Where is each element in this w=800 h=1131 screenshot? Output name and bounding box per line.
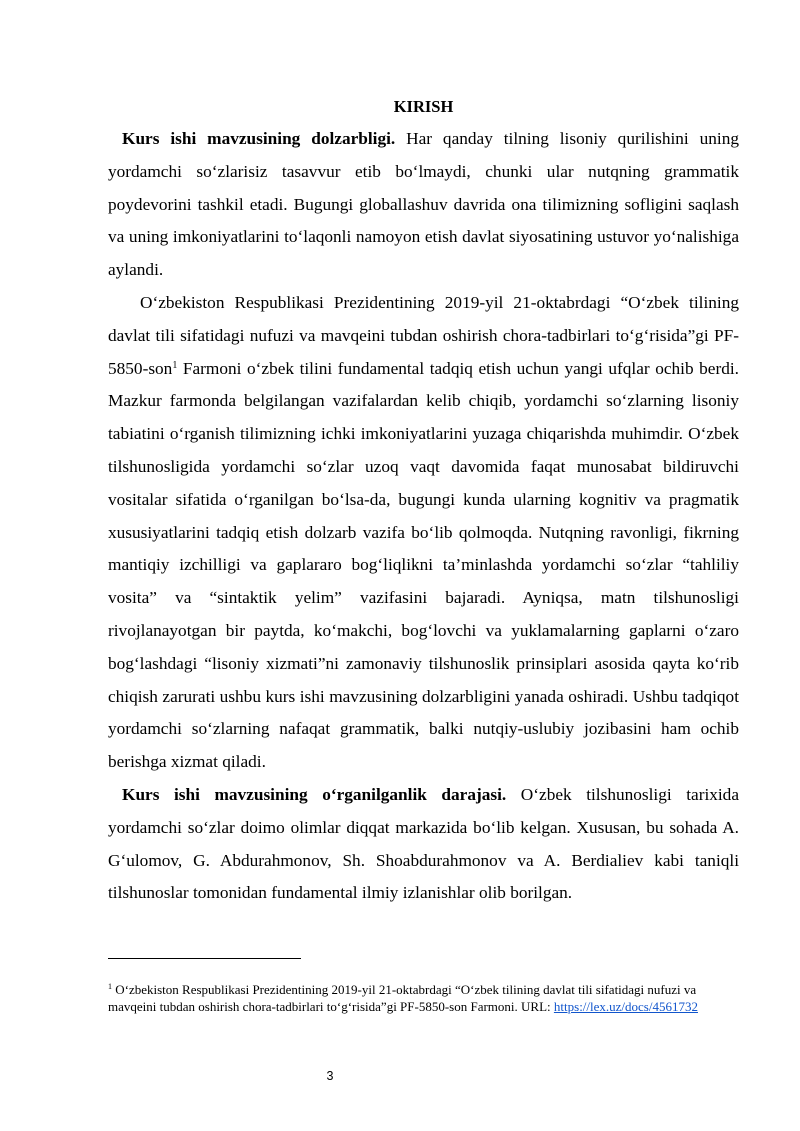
footnote-mark: 1 xyxy=(108,982,112,991)
body-text xyxy=(108,123,739,910)
section-heading: KIRISH xyxy=(393,97,454,116)
footnote-text: O‘zbekiston Respublikasi Prezidentining 2019-yil 21-oktabrdagi “O‘zbek tilining davlat tili sifatidagi nufuzi va mavqeini tubdan oshirish chora-tadbirlari to‘g‘risida”gi PF-5850-son Farmoni. URL: xyxy=(108,982,697,1014)
paragraph-text-decree-2: Farmoni o‘zbek tilini fundamental tadqiq etish uchun yangi ufqlar ochib berdi. Mazkur farmonda belgilangan vazifalardan kelib chiqib, yordamchi so‘zlarning lisoniy tabiatini o‘rganish tilimizning ichki imkoniyatlarini yuzaga chiqarishda muhimdir. O‘zbek tilshunosligida yordamchi so‘zlar uzoq vaqt davomida faqat munosabat bildiruvchi vositalar sifatida o‘rganilgan bo‘lsa-da, bugungi kunda ularning kognitiv va pragmatik xususiyatlarini tadqiq etish dolzarb vazifa bo‘lib qolmoqda. Nutqning ravonligi, fikrning mantiqiy izchilligi va gaplararo bog‘liqlikni ta’minlashda yordamchi so‘zlar “tahliliy vosita” va “sintaktik yelim” vazifasini bajaradi. Ayniqsa, matn tilshunosligi rivojlanayotgan bir paytda, ko‘makchi, bog‘lovchi va yuklamalarning gaplarni o‘zaro bog‘lashdagi “lisoniy xizmati”ni zamonaviy tilshunoslik prinsiplari asosida qayta ko‘rib chiqish zarurati ushbu kurs ishi mavzusining dolzarbligini yanada oshiradi. Ushbu tadqiqot yordamchi so‘zlarning nafaqat grammatik, balki nutqiy-uslubiy jozibasini ham ochib berishga xizmat qiladi. xyxy=(108,358,739,772)
footnote xyxy=(108,982,739,1015)
paragraph-lead-relevance: Kurs ishi mavzusining dolzarbligi. xyxy=(122,129,396,148)
paragraph-text-decree-1: O‘zbekiston Respublikasi Prezidentining 2019-yil 21-oktabrdagi “O‘zbek tilining davlat tili sifatidagi nufuzi va mavqeini tubdan oshirish chora-tadbirlari to‘g‘risida”gi PF-5850-son xyxy=(108,292,739,378)
footnote-reference[interactable]: 1 xyxy=(172,359,178,371)
paragraph-lead-study-level: Kurs ishi mavzusining o‘rganilganlik darajasi. xyxy=(122,784,507,804)
footnote-separator xyxy=(108,958,301,959)
paragraph-text-relevance: Har qanday tilning lisoniy qurilishini uning yordamchi so‘zlarisiz tasavvur etib bo‘lmaydi, chunki ular nutqning grammatik poydevorini tashkil etadi. Bugungi globallashuv davrida ona tilimizning sofligini saqlash va uning imkoniyatlarini to‘laqonli namoyon etish davlat siyosatining ustuvor yo‘nalishiga aylandi. xyxy=(108,129,739,280)
paragraph-text-study-level: O‘zbek tilshunosligi tarixida yordamchi so‘zlar doimo olimlar diqqat markazida bo‘lib kelgan. Xususan, bu sohada A. G‘ulomov, G. Abdurahmonov, Sh. Shoabdurahmonov va A. Berdialiev kabi taniqli tilshunoslar tomonidan fundamental ilmiy izlanishlar olib borilgan. xyxy=(108,784,739,903)
page-number: 3 xyxy=(326,1069,334,1083)
paragraph-decree xyxy=(108,287,739,779)
paragraph-relevance xyxy=(108,123,739,287)
paragraph-study-level xyxy=(108,779,739,910)
footnote-link[interactable]: https://lex.uz/docs/4561732 xyxy=(553,998,698,1014)
